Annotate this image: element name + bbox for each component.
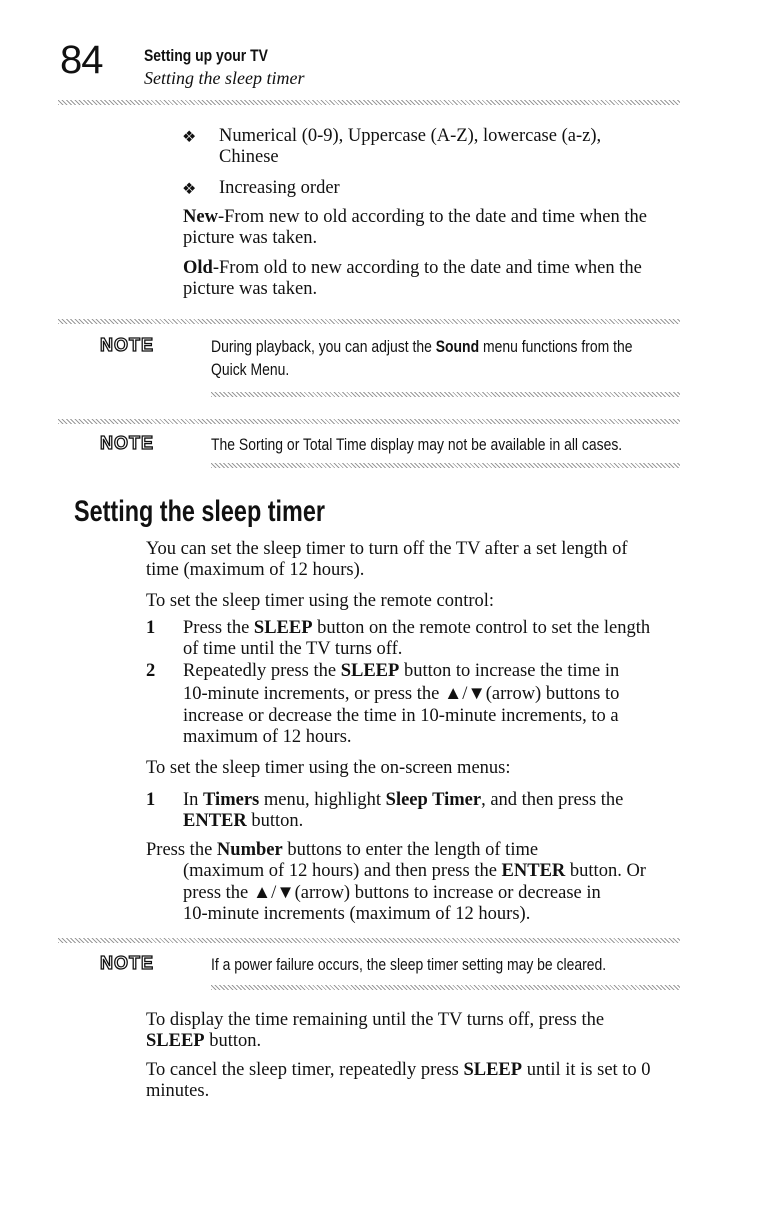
note-divider [58,319,680,324]
section-heading: Setting the sleep timer [74,495,325,528]
note-divider [58,419,680,424]
cancel-text-part: until it is set to 0 [522,1060,651,1080]
press-paragraph-cont: press the ▲/▼(arrow) buttons to increase or decrease in [183,883,601,903]
note-end-divider [211,463,680,468]
list-item: Numerical (0-9), Uppercase (A-Z), lowercase (a-z), [219,126,602,146]
sort-new-description-cont: picture was taken. [183,228,318,248]
remote-lead: To set the sleep timer using the remote control: [146,591,495,611]
note-end-divider [211,392,680,397]
cancel-paragraph-cont: minutes. [146,1081,210,1101]
note-text: If a power failure occurs, the sleep timer setting may be cleared. [211,955,607,974]
key-sleep: SLEEP [463,1060,523,1080]
press-text-part: Press the [146,840,217,860]
old-desc-text: -From old to new according to the date and time when the [212,258,642,278]
note-bold-term: Sound [435,337,480,356]
term-old: Old [183,258,213,278]
press-text-part: button. Or [565,861,646,881]
step-text-cont: of time until the TV turns off. [183,639,403,659]
sort-old-description-cont: picture was taken. [183,279,318,299]
bullet-icon: ❖ [182,181,197,198]
press-text-part: (maximum of 12 hours) and then press the [183,861,502,881]
note-text [211,335,633,358]
key-sleep: SLEEP [146,1031,205,1051]
press-paragraph [146,840,538,861]
bullet-icon: ❖ [182,129,197,146]
step-text [183,618,650,639]
step-number: 1 [146,618,156,638]
cancel-text-part: To cancel the sleep timer, repeatedly press [146,1060,464,1080]
step-text [183,790,623,811]
step-text-cont [183,811,303,832]
menu-lead: To set the sleep timer using the on-screen menus: [146,758,511,778]
note-text: The Sorting or Total Time display may not be available in all cases. [211,435,623,454]
key-enter: ENTER [501,861,566,881]
note-label: NOTE [100,433,155,453]
display-paragraph-cont [146,1031,261,1052]
step-number: 1 [146,790,156,810]
note-text-part: During playback, you can adjust the [211,337,436,356]
term-new: New [183,207,218,227]
step-text-part: Repeatedly press the [183,661,341,681]
list-item-continued: Chinese [219,147,279,167]
menu-timers: Timers [203,790,260,810]
header-divider [58,100,680,105]
step-text-part: menu, highlight [259,790,386,810]
key-number: Number [216,840,283,860]
note-end-divider [211,985,680,990]
step-number: 2 [146,661,156,681]
press-text-part: buttons to enter the length of time [282,840,539,860]
display-text-part: button. [204,1031,262,1051]
note-label: NOTE [100,335,155,355]
intro-paragraph: You can set the sleep timer to turn off the TV after a set length of [146,539,628,559]
display-paragraph: To display the time remaining until the TV turns off, press the [146,1010,605,1030]
step-text-part: In [183,790,204,810]
note-text-part: menu functions from the [479,337,633,356]
step-text-part: button to increase the time in [399,661,620,681]
key-enter: ENTER [183,811,247,831]
step-text-part: Press the [183,618,254,638]
list-item: Increasing order [219,178,340,198]
step-text-part: button on the remote control to set the length [312,618,651,638]
step-text-part: , and then press the [481,790,624,810]
chapter-title: Setting up your TV [144,46,268,65]
step-text-cont: maximum of 12 hours. [183,727,352,747]
step-text-cont: 10-minute increments, or press the ▲/▼(arrow) buttons to [183,684,620,704]
note-label: NOTE [100,953,155,973]
page-number: 84 [60,38,103,82]
step-text-part: button. [246,811,304,831]
note-divider [58,938,680,943]
sort-old-description [183,258,642,279]
note-text-continued: Quick Menu. [211,360,290,379]
press-paragraph-cont: 10-minute increments (maximum of 12 hours). [183,904,531,924]
step-text [183,661,619,682]
menu-sleep-timer: Sleep Timer [385,790,482,810]
key-sleep: SLEEP [253,618,313,638]
section-subtitle: Setting the sleep timer [144,68,305,88]
step-text-cont: increase or decrease the time in 10-minute increments, to a [183,706,619,726]
new-desc-text: -From new to old according to the date and time when the [217,207,647,227]
intro-paragraph-cont: time (maximum of 12 hours). [146,560,365,580]
cancel-paragraph [146,1060,651,1081]
press-paragraph-cont [183,861,646,882]
sort-new-description [183,207,647,228]
key-sleep: SLEEP [340,661,400,681]
